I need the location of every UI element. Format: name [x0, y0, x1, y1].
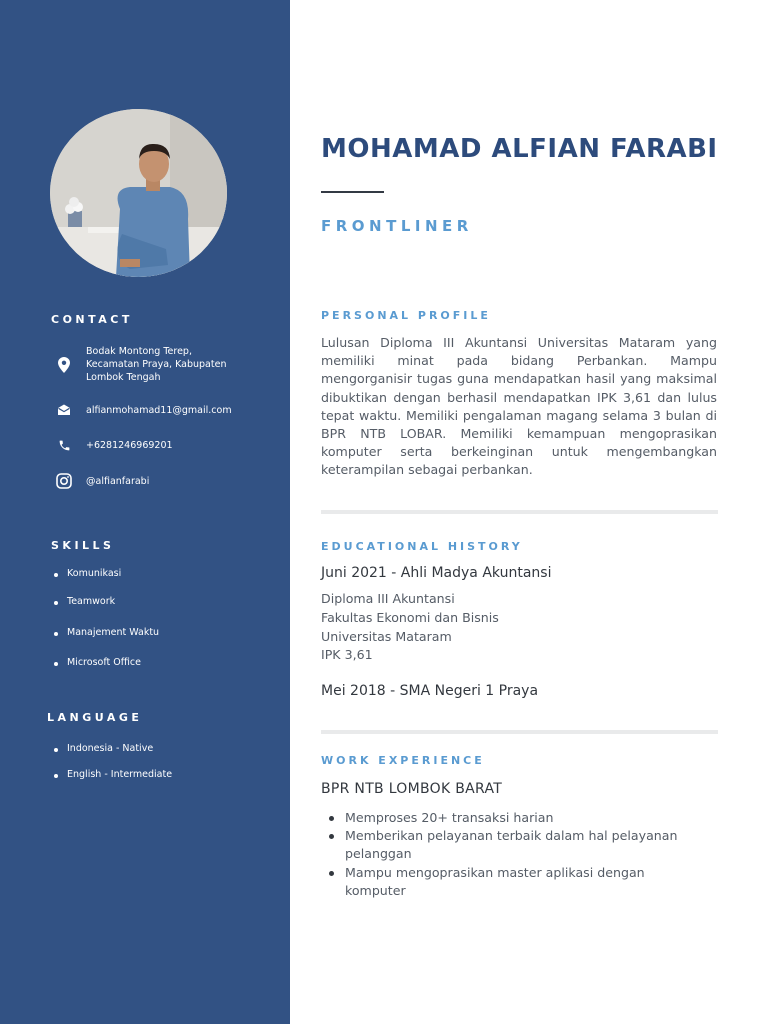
education-entry-title: Mei 2018 - SMA Negeri 1 Praya: [321, 683, 539, 699]
personal-profile-text: Lulusan Diploma III Akuntansi Universitas Mataram yang memiliki minat pada bidang Perbankan. Mampu mengorganisir tugas guna mendapatkan hasil yang maksimal dibuktikan dengan berhasil mendapatkan IPK 3,61 dan lulus tepat waktu. Memiliki pengalaman magang selama 3 bulan di BPR NTB LOBAR. Memiliki kemampuan mengoprasikan komputer serta berkeinginan untuk mengembangkan keterampilan sebagai perbankan.: [321, 335, 717, 478]
language-item: Indonesia - Native: [54, 743, 153, 754]
section-divider: [321, 730, 718, 734]
education-detail-line: Universitas Mataram: [321, 628, 452, 644]
skill-item: Manajement Waktu: [54, 627, 159, 638]
contact-email[interactable]: [54, 400, 232, 420]
education-detail-line: IPK 3,61: [321, 647, 373, 663]
work-duty-item: Mampu mengoprasikan master aplikasi dengan komputer: [321, 864, 706, 900]
contact-instagram[interactable]: [54, 471, 149, 491]
work-experience-heading: WORK EXPERIENCE: [321, 754, 485, 767]
work-company: BPR NTB LOMBOK BARAT: [321, 781, 503, 797]
work-duty-item: Memberikan pelayanan terbaik dalam hal pelayanan pelanggan: [321, 827, 706, 863]
skills-heading: SKILLS: [51, 539, 115, 552]
education-entry-title: Juni 2021 - Ahli Madya Akuntansi: [321, 565, 552, 581]
contact-heading: CONTACT: [51, 313, 133, 326]
work-duties-list: [321, 809, 706, 900]
envelope-icon: [54, 400, 74, 420]
instagram-text[interactable]: @alfianfarabi: [86, 475, 150, 487]
contact-address: [54, 345, 226, 384]
address-text: Bodak Montong Terep, Kecamatan Praya, Kabupaten Lombok Tengah: [86, 346, 227, 383]
work-duty-item: Memproses 20+ transaksi harian: [321, 809, 706, 827]
personal-profile-heading: PERSONAL PROFILE: [321, 309, 491, 322]
education-entry-details: [321, 590, 499, 665]
name-underline: [321, 191, 384, 193]
instagram-icon: [54, 471, 74, 491]
job-title: FRONTLINER: [321, 217, 473, 235]
full-name: MOHAMAD ALFIAN FARABI: [321, 134, 718, 164]
skill-item: Teamwork: [54, 596, 115, 607]
profile-photo: [50, 109, 227, 277]
education-heading: EDUCATIONAL HISTORY: [321, 540, 523, 553]
skill-item: Microsoft Office: [54, 657, 141, 668]
email-text[interactable]: alfianmohamad11@gmail.com: [86, 404, 232, 416]
phone-icon: [54, 435, 74, 455]
education-detail-line: Fakultas Ekonomi dan Bisnis: [321, 609, 499, 625]
contact-phone[interactable]: [54, 435, 173, 455]
section-divider: [321, 510, 718, 514]
education-detail-line: Diploma III Akuntansi: [321, 591, 455, 606]
language-heading: LANGUAGE: [47, 711, 143, 724]
location-pin-icon: [54, 355, 74, 375]
language-item: English - Intermediate: [54, 769, 172, 780]
sidebar: [0, 0, 290, 1024]
phone-text[interactable]: +6281246969201: [86, 439, 173, 451]
skill-item: Komunikasi: [54, 568, 121, 579]
